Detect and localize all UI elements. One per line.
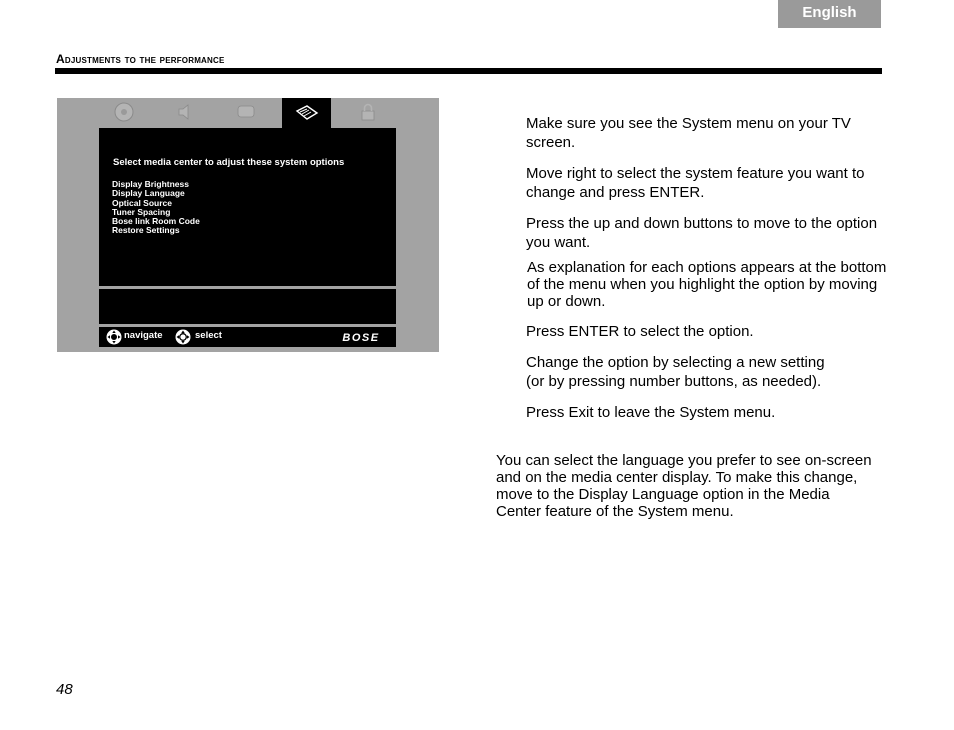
menu-list [112, 180, 200, 236]
language-tab[interactable]: English [778, 0, 881, 28]
tab-system-active[interactable] [282, 98, 331, 128]
section-divider [55, 68, 882, 74]
menu-item[interactable]: Display Brightness [112, 179, 189, 189]
step-6: Press Exit to leave the System menu. [526, 404, 776, 421]
navigate-pad-icon [106, 329, 122, 345]
step-4: Press ENTER to select the option. [526, 323, 754, 340]
navigate-label: navigate [124, 330, 163, 341]
menu-item[interactable]: Bose link Room Code [112, 216, 200, 227]
step-5 [526, 353, 886, 391]
menu-item[interactable]: Optical Source [112, 197, 172, 208]
option-info-panel [99, 289, 396, 324]
display-icon [234, 102, 258, 122]
section-title: Adjustments to the performance [56, 52, 225, 66]
bose-logo [333, 331, 389, 343]
step-1: Make sure you see the System menu on your TV screen. [526, 115, 851, 151]
step-5-line-1: Change the option by selecting a new setting [526, 354, 825, 371]
language-paragraph: You can select the language you prefer to see on-screen and on the media center display. To make this change, move to the Display Language option in the Media Center feature of the System menu. [496, 452, 872, 520]
menu-panel [99, 128, 396, 286]
menu-item[interactable]: Display Language [112, 188, 185, 199]
speaker-icon [174, 102, 198, 122]
select-pad-icon [175, 329, 191, 345]
media-center-icon [295, 104, 319, 122]
lock-icon [356, 102, 380, 122]
nav-bar [99, 327, 396, 347]
select-label: select [195, 330, 222, 341]
step-3: Press the up and down buttons to move to the option you want. [526, 215, 878, 251]
disc-icon [112, 102, 136, 122]
menu-item[interactable]: Tuner Spacing [112, 206, 171, 217]
svg-text:BOSE: BOSE [342, 332, 380, 343]
tv-screen-illustration [57, 98, 439, 352]
step-2: Move right to select the system feature you want to change and press ENTER. [526, 165, 865, 201]
menu-item[interactable]: Restore Settings [112, 225, 180, 236]
step-3-note: As explanation for each options appears at the bottom of the menu when you highlight the option by moving up or down. [527, 259, 887, 310]
step-5-line-2: (or by pressing number buttons, as needed). [526, 373, 822, 390]
page-number: 48 [56, 681, 73, 698]
menu-heading: Select media center to adjust these system options [113, 157, 345, 168]
